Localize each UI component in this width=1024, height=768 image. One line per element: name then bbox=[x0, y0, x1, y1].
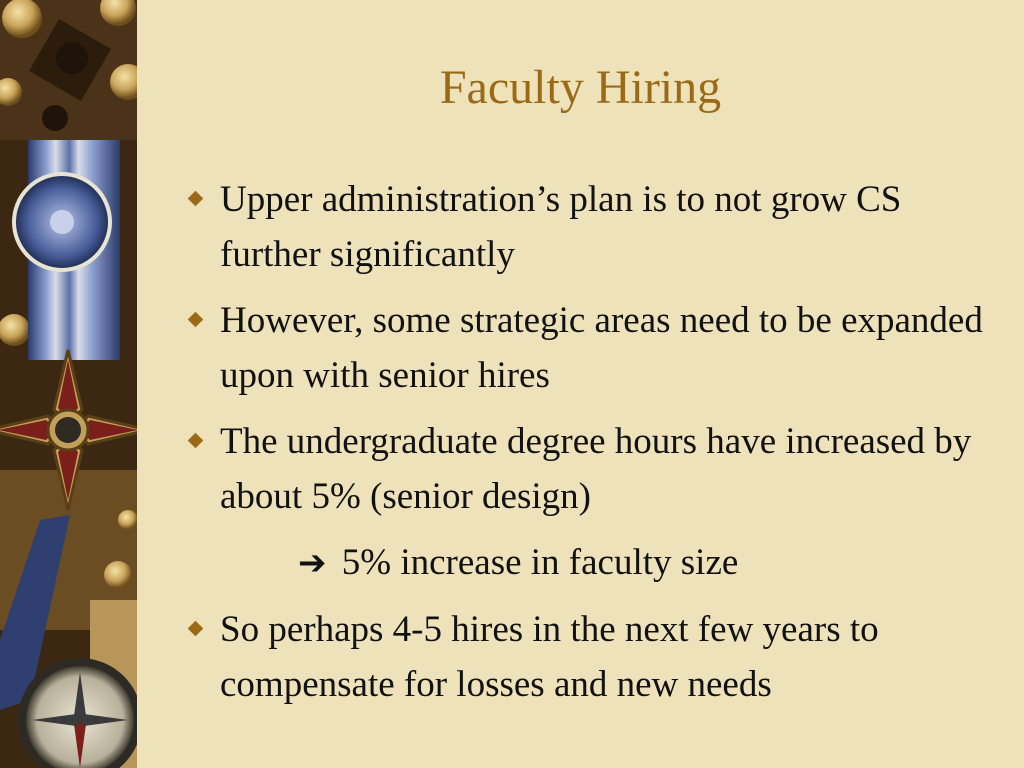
bullet-text: Upper administration’s plan is to not grow CS further significantly bbox=[220, 179, 902, 275]
slide-title: Faculty Hiring bbox=[439, 61, 722, 114]
bullet-text: However, some strategic areas need to be expanded upon with senior hires bbox=[220, 300, 983, 396]
decorative-image-strip bbox=[0, 0, 137, 768]
diamond-bullet-icon bbox=[188, 621, 204, 637]
bullet-item bbox=[186, 414, 1006, 524]
right-arrow-icon: ➔ bbox=[298, 543, 327, 583]
bullet-item bbox=[186, 602, 1006, 712]
sub-point-text: 5% increase in faculty size bbox=[341, 542, 739, 583]
bullet-text: So perhaps 4-5 hires in the next few years to compensate for losses and new needs bbox=[220, 609, 879, 705]
bullet-text: The undergraduate degree hours have increased by about 5% (senior design) bbox=[220, 421, 972, 517]
diamond-bullet-icon bbox=[188, 312, 204, 328]
bullet-item bbox=[186, 172, 1006, 282]
diamond-bullet-icon bbox=[188, 433, 204, 449]
sub-point bbox=[186, 535, 1006, 591]
bullet-item bbox=[186, 293, 1006, 403]
diamond-bullet-icon bbox=[188, 191, 204, 207]
bullet-list bbox=[186, 172, 1006, 723]
